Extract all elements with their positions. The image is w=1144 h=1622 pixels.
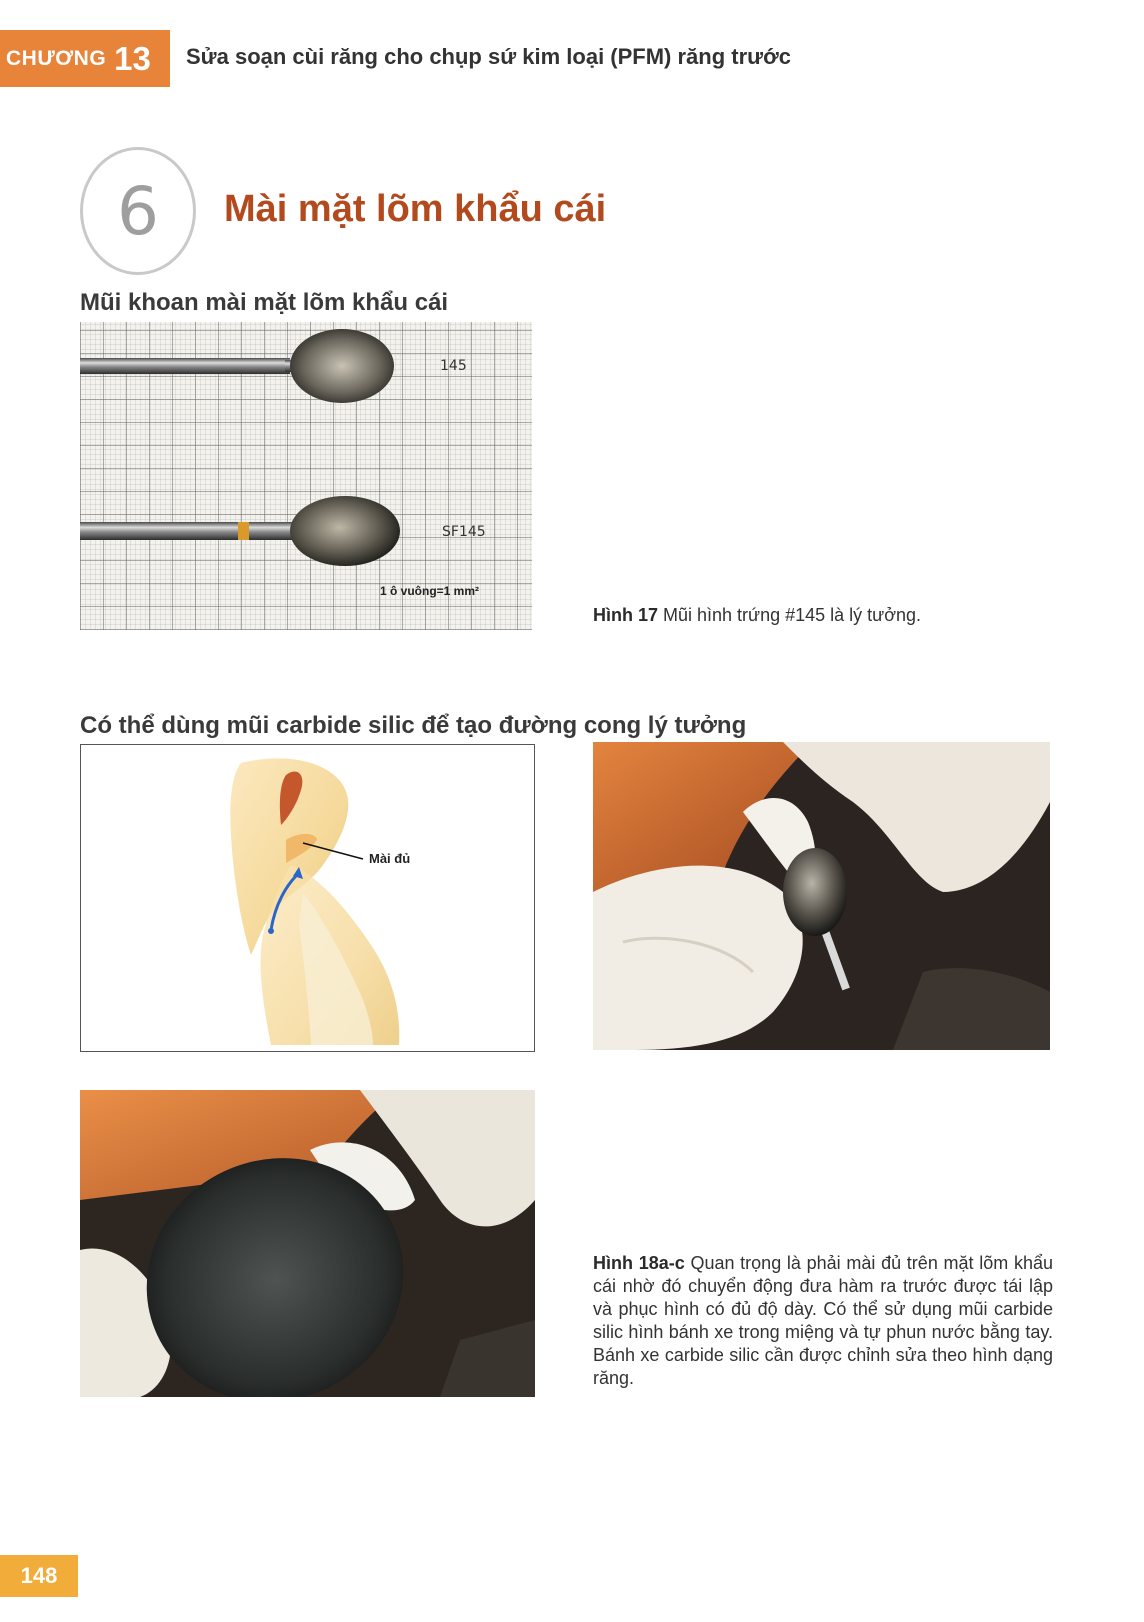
figure-18a-diagram [80, 744, 535, 1052]
bur-sf145-shank [80, 522, 292, 540]
scale-label: 1 ô vuông=1 mm² [380, 584, 480, 598]
bur-145-shank [80, 358, 290, 374]
bur-sf145-head [290, 496, 400, 566]
figure-17-caption-text: Mũi hình trứng #145 là lý tưởng. [658, 605, 922, 625]
subheading-carbide: Có thể dùng mũi carbide silic để tạo đường cong lý tưởng [80, 712, 747, 739]
figure-17-photo [80, 322, 532, 630]
diagram-label-mai-du: Mài đủ [369, 851, 411, 866]
figure-17-caption [593, 604, 1063, 627]
section-number: 6 [117, 172, 159, 250]
bur-145-head [290, 329, 394, 403]
section-title: Mài mặt lõm khẩu cái [224, 188, 607, 230]
chapter-tab [0, 30, 170, 87]
bur-label-sf145: SF145 [442, 524, 486, 540]
figure-17-caption-label: Hình 17 [593, 605, 659, 625]
figure-18-caption-label: Hình 18a-c [593, 1253, 685, 1273]
figure-18b-photo [593, 742, 1050, 1050]
bur-on-tooth-photo [593, 742, 1050, 1050]
chapter-number: 13 [114, 39, 151, 77]
subheading-burs: Mũi khoan mài mặt lõm khẩu cái [80, 289, 449, 316]
tooth-cross-section [81, 745, 533, 1050]
carbide-wheel-photo [80, 1090, 535, 1397]
section-number-circle [80, 147, 196, 275]
figure-18-caption-text: Quan trọng là phải mài đủ trên mặt lõm khẩu cái nhờ đó chuyển động đưa hàm ra trước được tái lập và phục hình có đủ độ dày. Có thể sử dụng mũi carbide silic hình bánh xe trong miệng và tự phun nước bằng tay. Bánh xe carbide silic cần được chỉnh sửa theo hình dạng răng. [593, 1253, 1053, 1388]
chapter-word: CHƯƠNG [6, 46, 107, 70]
chapter-title: Sửa soạn cùi răng cho chụp sứ kim loại (PFM) răng trước [186, 44, 791, 69]
figure-18c-photo [80, 1090, 535, 1397]
figure-18-caption [593, 1252, 1053, 1390]
page-number: 148 [0, 1555, 78, 1597]
bur-label-145: 145 [440, 358, 467, 374]
